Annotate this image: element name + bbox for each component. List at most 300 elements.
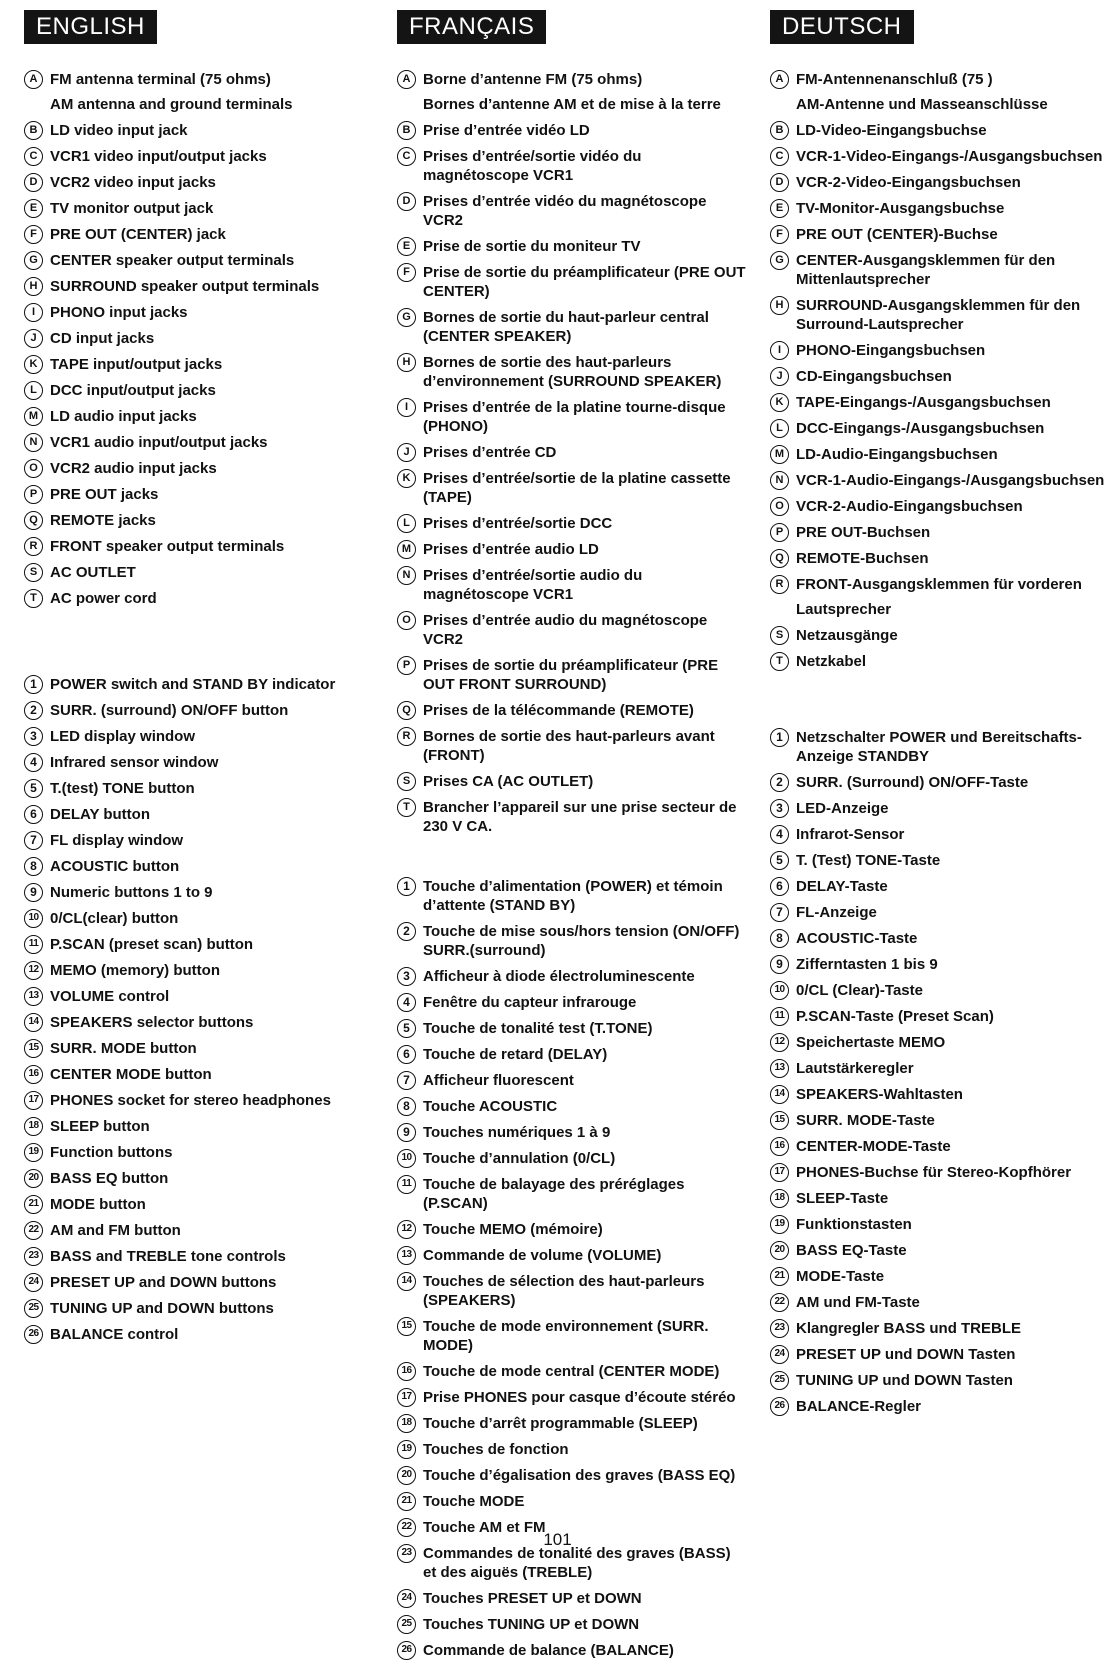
item-text: Infrarot-Sensor bbox=[796, 826, 905, 843]
item-text: Bornes de sortie des haut-parleurs avant (FRONT) bbox=[423, 728, 715, 764]
list-item bbox=[24, 1143, 364, 1162]
list-item bbox=[397, 192, 747, 230]
item-text: Touches numériques 1 à 9 bbox=[423, 1124, 611, 1141]
list-item bbox=[24, 1117, 364, 1136]
list-item bbox=[397, 1492, 747, 1511]
item-marker: 22 bbox=[770, 1293, 789, 1312]
list-item bbox=[397, 967, 747, 986]
item-marker: A bbox=[24, 70, 43, 89]
item-text: Prise de sortie du moniteur TV bbox=[423, 238, 641, 255]
item-marker: E bbox=[24, 199, 43, 218]
item-marker: M bbox=[397, 540, 416, 559]
item-marker: 20 bbox=[24, 1169, 43, 1188]
item-marker: R bbox=[770, 575, 789, 594]
item-marker: R bbox=[397, 727, 416, 746]
list-item bbox=[770, 1267, 1115, 1286]
item-marker: E bbox=[770, 199, 789, 218]
item-text: AC power cord bbox=[50, 590, 157, 607]
item-text: Touche de retard (DELAY) bbox=[423, 1046, 608, 1063]
item-text: VOLUME control bbox=[50, 988, 170, 1005]
item-marker: T bbox=[770, 652, 789, 671]
list-item bbox=[24, 70, 364, 89]
item-marker: C bbox=[397, 147, 416, 166]
list-item bbox=[397, 1440, 747, 1459]
item-text: Prises d’entrée audio LD bbox=[423, 541, 599, 558]
item-text: PHONES socket for stereo headphones bbox=[50, 1092, 331, 1109]
list-item bbox=[397, 308, 747, 346]
item-marker: 13 bbox=[24, 987, 43, 1006]
list-item bbox=[770, 981, 1115, 1000]
item-text: 0/CL(clear) button bbox=[50, 910, 179, 927]
item-marker: 11 bbox=[397, 1175, 416, 1194]
item-text: Prises d’entrée audio du magnétoscope VCR2 bbox=[423, 612, 708, 648]
item-marker: D bbox=[24, 173, 43, 192]
item-text: SURR. (surround) ON/OFF button bbox=[50, 702, 289, 719]
item-text: Brancher l’appareil sur une prise secteur de 230 V CA. bbox=[423, 799, 737, 835]
item-marker: 22 bbox=[24, 1221, 43, 1240]
list-item bbox=[770, 929, 1115, 948]
item-marker: 4 bbox=[24, 753, 43, 772]
list-item bbox=[770, 251, 1115, 289]
item-marker: 14 bbox=[770, 1085, 789, 1104]
item-marker: B bbox=[770, 121, 789, 140]
item-marker: 7 bbox=[397, 1071, 416, 1090]
item-marker: K bbox=[770, 393, 789, 412]
item-text: AM and FM button bbox=[50, 1222, 181, 1239]
item-text: T. (Test) TONE-Taste bbox=[796, 852, 941, 869]
list-item bbox=[397, 353, 747, 391]
item-marker: 19 bbox=[770, 1215, 789, 1234]
list-item bbox=[397, 1123, 747, 1142]
item-marker: 16 bbox=[770, 1137, 789, 1156]
list-item bbox=[770, 341, 1115, 360]
item-marker: 6 bbox=[24, 805, 43, 824]
item-text: Touche d’alimentation (POWER) et témoin d’attente (STAND BY) bbox=[423, 878, 723, 914]
item-marker: P bbox=[24, 485, 43, 504]
list-item bbox=[770, 95, 1115, 114]
item-text: AM und FM-Taste bbox=[796, 1294, 920, 1311]
item-text: SLEEP-Taste bbox=[796, 1190, 889, 1207]
list-item bbox=[397, 1019, 747, 1038]
list-item bbox=[397, 1466, 747, 1485]
item-marker: 16 bbox=[397, 1362, 416, 1381]
list-item bbox=[770, 471, 1115, 490]
list-item bbox=[770, 1397, 1115, 1416]
item-text: Prises d’entrée vidéo du magnétoscope VCR2 bbox=[423, 193, 707, 229]
item-text: PRE OUT (CENTER) jack bbox=[50, 226, 226, 243]
item-text: Prises d’entrée/sortie vidéo du magnétoscope VCR1 bbox=[423, 148, 642, 184]
list-item bbox=[770, 1111, 1115, 1130]
list-item bbox=[770, 955, 1115, 974]
item-marker: 10 bbox=[770, 981, 789, 1000]
list-item bbox=[397, 121, 747, 140]
item-text: Prises de sortie du préamplificateur (PRE OUT FRONT SURROUND) bbox=[423, 657, 719, 693]
list-item bbox=[24, 459, 364, 478]
item-text: TUNING UP und DOWN Tasten bbox=[796, 1372, 1013, 1389]
item-text: Bornes de sortie des haut-parleurs d’environnement (SURROUND SPEAKER) bbox=[423, 354, 722, 390]
item-marker: 7 bbox=[24, 831, 43, 850]
item-marker: N bbox=[770, 471, 789, 490]
item-marker: 14 bbox=[24, 1013, 43, 1032]
item-marker: 9 bbox=[397, 1123, 416, 1142]
item-text: LD audio input jacks bbox=[50, 408, 197, 425]
list-item bbox=[24, 805, 364, 824]
list-item bbox=[24, 277, 364, 296]
item-marker: 23 bbox=[397, 1544, 416, 1563]
item-marker: N bbox=[397, 566, 416, 585]
item-text: Touche de mode environnement (SURR. MODE) bbox=[423, 1318, 709, 1354]
item-marker: L bbox=[24, 381, 43, 400]
item-text: Touche d’arrêt programmable (SLEEP) bbox=[423, 1415, 698, 1432]
item-text: Commande de balance (BALANCE) bbox=[423, 1642, 674, 1659]
item-text: Prise de sortie du préamplificateur (PRE OUT CENTER) bbox=[423, 264, 746, 300]
list-item bbox=[24, 727, 364, 746]
item-marker: 12 bbox=[770, 1033, 789, 1052]
item-text: POWER switch and STAND BY indicator bbox=[50, 676, 336, 693]
item-marker: 15 bbox=[24, 1039, 43, 1058]
item-marker: 7 bbox=[770, 903, 789, 922]
item-text: TUNING UP and DOWN buttons bbox=[50, 1300, 274, 1317]
item-marker: Q bbox=[397, 701, 416, 720]
item-text: TAPE-Eingangs-/Ausgangsbuchsen bbox=[796, 394, 1051, 411]
item-marker: 21 bbox=[397, 1492, 416, 1511]
item-text: Lautstärkeregler bbox=[796, 1060, 914, 1077]
item-text: LED display window bbox=[50, 728, 196, 745]
item-marker: G bbox=[397, 308, 416, 327]
item-marker: 11 bbox=[24, 935, 43, 954]
item-text: MODE-Taste bbox=[796, 1268, 885, 1285]
item-marker: 17 bbox=[397, 1388, 416, 1407]
item-text: REMOTE jacks bbox=[50, 512, 156, 529]
list-item bbox=[24, 1013, 364, 1032]
item-marker: 11 bbox=[770, 1007, 789, 1026]
item-text: Netzausgänge bbox=[796, 627, 898, 644]
item-text: VCR-1-Video-Eingangs-/Ausgangsbuchsen bbox=[796, 148, 1103, 165]
item-text: SURR. (Surround) ON/OFF-Taste bbox=[796, 774, 1029, 791]
item-text: LD-Video-Eingangsbuchse bbox=[796, 122, 987, 139]
item-marker: C bbox=[770, 147, 789, 166]
list-item bbox=[24, 935, 364, 954]
item-marker: 25 bbox=[24, 1299, 43, 1318]
list-item bbox=[24, 779, 364, 798]
item-text: Touches TUNING UP et DOWN bbox=[423, 1616, 640, 1633]
item-marker: T bbox=[24, 589, 43, 608]
list-item bbox=[24, 1039, 364, 1058]
list-item bbox=[770, 1033, 1115, 1052]
item-text: VCR-2-Video-Eingangsbuchsen bbox=[796, 174, 1021, 191]
item-marker: S bbox=[24, 563, 43, 582]
item-marker: F bbox=[770, 225, 789, 244]
item-marker: 21 bbox=[24, 1195, 43, 1214]
item-marker: B bbox=[24, 121, 43, 140]
list-item bbox=[397, 1589, 747, 1608]
item-marker: P bbox=[770, 523, 789, 542]
item-marker: 5 bbox=[24, 779, 43, 798]
item-marker: S bbox=[770, 626, 789, 645]
list-item bbox=[24, 1325, 364, 1344]
list-item bbox=[397, 1615, 747, 1634]
list-item bbox=[770, 1085, 1115, 1104]
item-text: FM-Antennenanschluß (75 ) bbox=[796, 71, 993, 88]
item-text: PHONO input jacks bbox=[50, 304, 188, 321]
item-marker: 15 bbox=[770, 1111, 789, 1130]
item-text: Touche d’égalisation des graves (BASS EQ) bbox=[423, 1467, 736, 1484]
list-item bbox=[770, 393, 1115, 412]
item-marker: 19 bbox=[24, 1143, 43, 1162]
item-marker: Q bbox=[770, 549, 789, 568]
item-marker: J bbox=[397, 443, 416, 462]
list-item bbox=[770, 419, 1115, 438]
list-item bbox=[770, 147, 1115, 166]
list-item bbox=[397, 70, 747, 89]
item-text: REMOTE-Buchsen bbox=[796, 550, 929, 567]
item-text: PRESET UP and DOWN buttons bbox=[50, 1274, 277, 1291]
item-text: Netzschalter POWER und Bereitschafts-Anzeige STANDBY bbox=[796, 729, 1082, 765]
item-marker: 15 bbox=[397, 1317, 416, 1336]
item-text: BASS and TREBLE tone controls bbox=[50, 1248, 286, 1265]
item-text: LD video input jack bbox=[50, 122, 188, 139]
list-item bbox=[24, 537, 364, 556]
german-column bbox=[770, 10, 1115, 1423]
item-marker: 12 bbox=[24, 961, 43, 980]
item-marker: 5 bbox=[770, 851, 789, 870]
list-item bbox=[24, 909, 364, 928]
item-text: DCC-Eingangs-/Ausgangsbuchsen bbox=[796, 420, 1045, 437]
item-text: Touche de mode central (CENTER MODE) bbox=[423, 1363, 720, 1380]
list-item bbox=[770, 903, 1115, 922]
item-text: CD input jacks bbox=[50, 330, 155, 347]
item-text: CENTER-MODE-Taste bbox=[796, 1138, 951, 1155]
item-marker: 13 bbox=[397, 1246, 416, 1265]
list-item bbox=[770, 1345, 1115, 1364]
item-text: Touches de fonction bbox=[423, 1441, 569, 1458]
list-item bbox=[770, 1241, 1115, 1260]
list-item bbox=[24, 1091, 364, 1110]
item-marker: S bbox=[397, 772, 416, 791]
item-marker: 20 bbox=[770, 1241, 789, 1260]
list-item bbox=[770, 1293, 1115, 1312]
item-marker: 18 bbox=[24, 1117, 43, 1136]
item-text: CENTER speaker output terminals bbox=[50, 252, 295, 269]
item-marker: E bbox=[397, 237, 416, 256]
list-item bbox=[397, 469, 747, 507]
item-marker: 20 bbox=[397, 1466, 416, 1485]
item-text: AM antenna and ground terminals bbox=[50, 96, 293, 113]
list-item bbox=[770, 773, 1115, 792]
item-marker: 10 bbox=[24, 909, 43, 928]
item-marker: C bbox=[24, 147, 43, 166]
item-text: PHONES-Buchse für Stereo-Kopfhörer bbox=[796, 1164, 1072, 1181]
item-text: Afficheur fluorescent bbox=[423, 1072, 574, 1089]
item-text: Netzkabel bbox=[796, 653, 867, 670]
item-text: PRESET UP und DOWN Tasten bbox=[796, 1346, 1016, 1363]
item-marker: 1 bbox=[397, 877, 416, 896]
item-marker: G bbox=[24, 251, 43, 270]
list-item bbox=[24, 1065, 364, 1084]
item-marker: 14 bbox=[397, 1272, 416, 1291]
item-text: LED-Anzeige bbox=[796, 800, 889, 817]
list-item bbox=[770, 199, 1115, 218]
list-item bbox=[770, 1371, 1115, 1390]
item-marker: 2 bbox=[770, 773, 789, 792]
item-text: CENTER-Ausgangsklemmen für den Mittenlautsprecher bbox=[796, 252, 1056, 288]
list-item bbox=[24, 485, 364, 504]
list-item bbox=[770, 1137, 1115, 1156]
list-item bbox=[397, 1641, 747, 1660]
item-text: P.SCAN-Taste (Preset Scan) bbox=[796, 1008, 994, 1025]
list-item bbox=[397, 1362, 747, 1381]
item-text: BASS EQ button bbox=[50, 1170, 169, 1187]
list-item bbox=[770, 825, 1115, 844]
item-text: CD-Eingangsbuchsen bbox=[796, 368, 952, 385]
item-marker: 3 bbox=[24, 727, 43, 746]
list-item bbox=[770, 851, 1115, 870]
item-text: Zifferntasten 1 bis 9 bbox=[796, 956, 938, 973]
item-marker: 9 bbox=[24, 883, 43, 902]
list-item bbox=[397, 1414, 747, 1433]
item-text: PRE OUT (CENTER)-Buchse bbox=[796, 226, 998, 243]
item-marker: R bbox=[24, 537, 43, 556]
item-text: Prises d’entrée/sortie DCC bbox=[423, 515, 613, 532]
list-item bbox=[397, 1149, 747, 1168]
item-marker: 23 bbox=[770, 1319, 789, 1338]
list-item bbox=[24, 121, 364, 140]
item-text: Touches PRESET UP et DOWN bbox=[423, 1590, 642, 1607]
item-marker: I bbox=[397, 398, 416, 417]
list-item bbox=[397, 540, 747, 559]
item-text: Bornes de sortie du haut-parleur central (CENTER SPEAKER) bbox=[423, 309, 709, 345]
item-text: Prises CA (AC OUTLET) bbox=[423, 773, 594, 790]
list-item bbox=[770, 799, 1115, 818]
list-item bbox=[397, 772, 747, 791]
item-text: Prise PHONES pour casque d’écoute stéréo bbox=[423, 1389, 736, 1406]
list-item bbox=[397, 727, 747, 765]
list-item bbox=[770, 497, 1115, 516]
item-text: Prises d’entrée de la platine tourne-disque (PHONO) bbox=[423, 399, 726, 435]
item-marker: 24 bbox=[770, 1345, 789, 1364]
item-text: PRE OUT jacks bbox=[50, 486, 159, 503]
item-text: Lautsprecher bbox=[796, 601, 892, 618]
list-item bbox=[24, 1299, 364, 1318]
list-item bbox=[770, 173, 1115, 192]
item-text: CENTER MODE button bbox=[50, 1066, 212, 1083]
list-item bbox=[24, 511, 364, 530]
list-item bbox=[770, 652, 1115, 671]
item-text: SURR. MODE button bbox=[50, 1040, 197, 1057]
english-letter-list bbox=[24, 70, 364, 608]
list-item bbox=[24, 857, 364, 876]
list-item bbox=[397, 263, 747, 301]
item-text: FRONT speaker output terminals bbox=[50, 538, 285, 555]
list-item bbox=[397, 798, 747, 836]
item-marker: 8 bbox=[397, 1097, 416, 1116]
item-text: FL display window bbox=[50, 832, 184, 849]
list-item bbox=[397, 1388, 747, 1407]
item-marker: 26 bbox=[24, 1325, 43, 1344]
list-item bbox=[770, 523, 1115, 542]
list-item bbox=[770, 1007, 1115, 1026]
list-item bbox=[397, 514, 747, 533]
list-item bbox=[24, 95, 364, 114]
french-column bbox=[397, 10, 747, 1667]
item-text: Borne d’antenne FM (75 ohms) bbox=[423, 71, 643, 88]
item-text: TV monitor output jack bbox=[50, 200, 214, 217]
item-text: MEMO (memory) button bbox=[50, 962, 220, 979]
list-item bbox=[397, 398, 747, 436]
item-marker: 8 bbox=[770, 929, 789, 948]
item-marker: 1 bbox=[770, 728, 789, 747]
german-header: DEUTSCH bbox=[770, 10, 914, 44]
list-item bbox=[770, 121, 1115, 140]
item-marker: H bbox=[770, 296, 789, 315]
list-item bbox=[770, 225, 1115, 244]
item-text: FL-Anzeige bbox=[796, 904, 877, 921]
list-item bbox=[24, 961, 364, 980]
item-text: SURROUND speaker output terminals bbox=[50, 278, 320, 295]
item-text: BALANCE control bbox=[50, 1326, 179, 1343]
french-letter-list bbox=[397, 70, 747, 836]
item-text: PRE OUT-Buchsen bbox=[796, 524, 931, 541]
item-text: Touche ACOUSTIC bbox=[423, 1098, 558, 1115]
item-text: Touche MEMO (mémoire) bbox=[423, 1221, 603, 1238]
item-text: AM-Antenne und Masseanschlüsse bbox=[796, 96, 1048, 113]
list-item bbox=[24, 675, 364, 694]
list-item bbox=[24, 987, 364, 1006]
item-marker: Q bbox=[24, 511, 43, 530]
list-item bbox=[770, 1059, 1115, 1078]
list-item bbox=[770, 626, 1115, 645]
list-item bbox=[397, 1175, 747, 1213]
item-marker: 3 bbox=[397, 967, 416, 986]
item-marker: 24 bbox=[24, 1273, 43, 1292]
list-item bbox=[397, 443, 747, 462]
list-item bbox=[397, 701, 747, 720]
item-marker: P bbox=[397, 656, 416, 675]
item-marker: 18 bbox=[770, 1189, 789, 1208]
item-text: SPEAKERS-Wahltasten bbox=[796, 1086, 963, 1103]
item-marker: O bbox=[770, 497, 789, 516]
item-text: ACOUSTIC button bbox=[50, 858, 180, 875]
item-text: T.(test) TONE button bbox=[50, 780, 195, 797]
item-marker: 18 bbox=[397, 1414, 416, 1433]
item-text: BALANCE-Regler bbox=[796, 1398, 922, 1415]
list-item bbox=[24, 147, 364, 166]
item-marker: 26 bbox=[397, 1641, 416, 1660]
item-text: Touche d’annulation (0/CL) bbox=[423, 1150, 616, 1167]
item-marker: 16 bbox=[24, 1065, 43, 1084]
item-text: ACOUSTIC-Taste bbox=[796, 930, 918, 947]
list-item bbox=[24, 883, 364, 902]
item-text: Fenêtre du capteur infrarouge bbox=[423, 994, 637, 1011]
item-marker: 24 bbox=[397, 1589, 416, 1608]
list-item bbox=[24, 173, 364, 192]
item-marker: 23 bbox=[24, 1247, 43, 1266]
list-item bbox=[397, 611, 747, 649]
item-text: DCC input/output jacks bbox=[50, 382, 216, 399]
item-marker: J bbox=[24, 329, 43, 348]
item-marker: I bbox=[24, 303, 43, 322]
item-marker: O bbox=[24, 459, 43, 478]
item-marker: 8 bbox=[24, 857, 43, 876]
item-marker: B bbox=[397, 121, 416, 140]
list-item bbox=[24, 1221, 364, 1240]
item-text: P.SCAN (preset scan) button bbox=[50, 936, 254, 953]
item-marker: 6 bbox=[770, 877, 789, 896]
item-marker: 12 bbox=[397, 1220, 416, 1239]
list-item bbox=[397, 656, 747, 694]
item-marker: L bbox=[397, 514, 416, 533]
item-text: TAPE input/output jacks bbox=[50, 356, 223, 373]
